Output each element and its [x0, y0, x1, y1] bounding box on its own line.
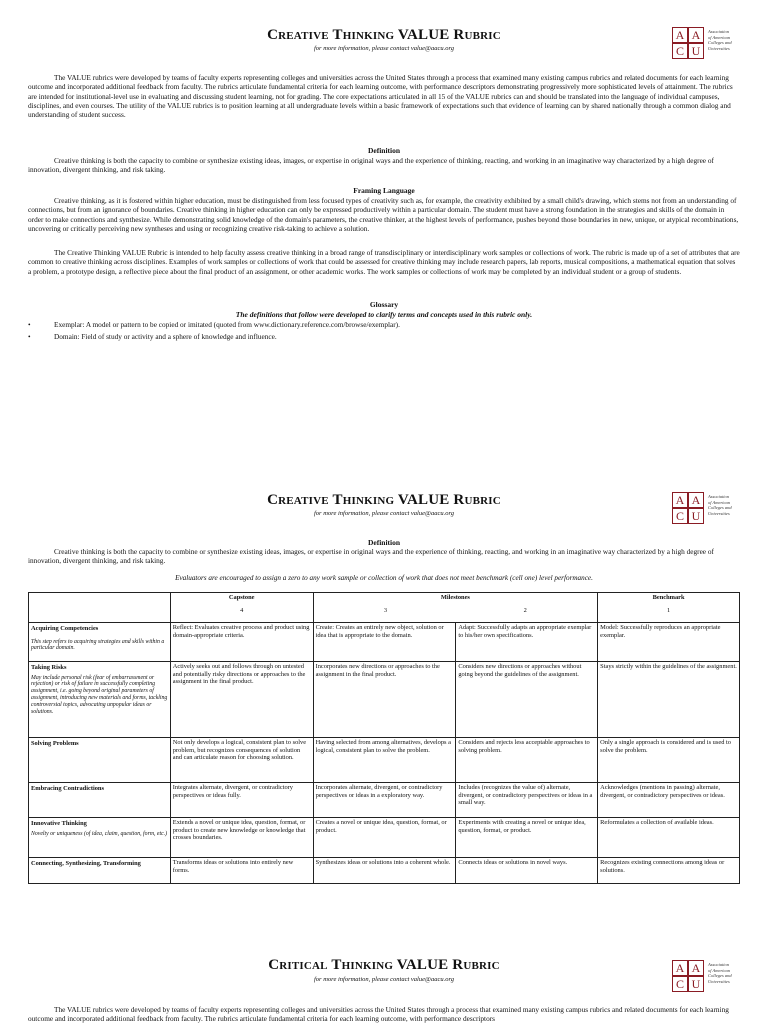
logo-text-line: Colleges and: [708, 40, 732, 45]
criterion-cell: [29, 623, 171, 662]
logo-text-line: Colleges and: [708, 505, 732, 510]
logo-letter: A: [672, 960, 688, 976]
logo-text-line: Association: [708, 962, 729, 967]
level-number: 4: [240, 606, 244, 614]
intro-paragraph: The VALUE rubrics were developed by teams of faculty experts representing colleges and universities across the United States through a process that examined many existing campus rubrics and related documents for each learning outcome and incorporated additional feedback from faculty. The rubrics articulate fundamental criteria for each learning outcome, with performance descriptors: [28, 1005, 729, 1024]
rubric-cell: Reflect: Evaluates creative process and product using domain-appropriate criteria.: [170, 623, 313, 662]
glossary-text: Exemplar: A model or pattern to be copied or imitated (quoted from www.dictionary.reference.com/browse/exemplar).: [54, 320, 400, 329]
rubric-cell: Incorporates alternate, divergent, or contradictory perspectives or ideas in a exploratory way.: [313, 783, 456, 818]
logo-letter: A: [688, 27, 704, 43]
aacu-logo: [672, 492, 744, 526]
rubric-cell: Synthesizes ideas or solutions into a coherent whole.: [313, 858, 456, 884]
criterion-name: Innovative Thinking: [31, 820, 87, 827]
capstone-header: [170, 593, 313, 623]
criterion-cell: [29, 738, 171, 783]
rubric-cell: Recognizes existing connections among ideas or solutions.: [598, 858, 740, 884]
logo-letter: A: [672, 492, 688, 508]
benchmark-label: Benchmark: [652, 594, 685, 601]
criterion-cell: [29, 662, 171, 738]
capstone-label: Capstone: [228, 594, 255, 601]
contact-line: for more information, please contact value@aacu.org: [314, 45, 454, 52]
definition-paragraph: Creative thinking is both the capacity to combine or synthesize existing ideas, images, or expertise in original ways and the experience of thinking, reacting, and working in an imaginative way characterized by a high degree of innovation, divergent thinking, and risk taking.: [28, 156, 714, 175]
page-title: Critical Thinking VALUE Rubric: [268, 957, 500, 973]
logo-letter: A: [688, 960, 704, 976]
logo-text-line: of American: [708, 499, 731, 505]
rubric-cell: Create: Creates an entirely new object, solution or idea that is appropriate to the domain.: [313, 623, 456, 662]
logo-letter: U: [688, 508, 704, 524]
rubric-cell: Considers new directions or approaches without going beyond the guidelines of the assignment.: [456, 662, 598, 738]
aacu-logo: [672, 960, 744, 994]
rubric-cell: Model: Successfully reproduces an appropriate exemplar.: [598, 623, 740, 662]
logo-text-line: of American: [708, 967, 731, 973]
bullet-icon: •: [28, 332, 31, 341]
level-number: 3: [383, 606, 388, 614]
level-number: 2: [523, 606, 527, 614]
rubric-cell: Stays strictly within the guidelines of the assignment.: [598, 662, 740, 738]
logo-letter: C: [672, 43, 688, 59]
logo-text-line: Universities: [708, 978, 730, 984]
criterion-name: Acquiring Competencies: [31, 625, 99, 632]
contact-line: for more information, please contact value@aacu.org: [314, 976, 454, 983]
logo-text: [708, 494, 744, 516]
rubric-cell: Not only develops a logical, consistent plan to solve problem, but recognizes consequences of solution and can articulate reason for choosing solution.: [170, 738, 313, 783]
page-title: Creative Thinking VALUE Rubric: [267, 27, 501, 43]
table-row: [29, 783, 740, 818]
logo-text: [708, 29, 744, 51]
level-number: 1: [666, 606, 671, 614]
table-row: [29, 623, 740, 662]
rubric-cell: Considers and rejects less acceptable approaches to solving problem.: [456, 738, 598, 783]
table-row: [29, 662, 740, 738]
rubric-cell: Only a single approach is considered and is used to solve the problem.: [598, 738, 740, 783]
criterion-desc: Novelty or uniqueness (of idea, claim, question, form, etc.): [31, 830, 168, 837]
definition-heading: Definition: [367, 538, 401, 547]
rubric-cell: Experiments with creating a novel or unique idea, question, format, or product.: [456, 818, 598, 858]
rubric-table: [28, 592, 740, 884]
bullet-icon: •: [28, 320, 31, 329]
framing-paragraph: The Creative Thinking VALUE Rubric is intended to help faculty assess creative thinking in a broad range of transdisciplinary or interdisciplinary work samples or collections of work. The rubric is made up of a set of attributes that are common to creative thinking across disciplines. Examples of work samples or collections of work that could be assessed for creative thinking may include research papers, lab reports, musical compositions, a mathematical equation that solves a problem, a prototype design, a reflective piece about the final product of an assignment, or other academic works. The work samples or collections of work may be completed by an individual student or a group of students.: [28, 248, 740, 276]
rubric-cell: Adapt: Successfully adapts an appropriate exemplar to his/her own specifications.: [456, 623, 598, 662]
table-row: [29, 858, 740, 884]
criterion-name: Embracing Contradictions: [31, 785, 104, 792]
framing-heading: Framing Language: [353, 186, 415, 195]
framing-paragraph: Creative thinking, as it is fostered within higher education, must be distinguished from less focused types of creativity such as, for example, the creativity exhibited by a small child's drawing, which stems not from an understanding of connections, but from an ignorance of boundaries. Creative thinking in higher education can only be expressed productively within a particular domain. The student must have a strong foundation in the strategies and skills of the domain in order to make connections and synthesize. While demonstrating solid knowledge of the domain's parameters, the creative thinker, at the highest levels of performance, pushes beyond those boundaries in new, unique, or atypical recombinations, uncovering or critically perceiving new syntheses and using or recognizing creative risk-taking to achieve a solution.: [28, 196, 739, 233]
rubric-cell: Connects ideas or solutions in novel ways.: [456, 858, 598, 884]
definition-heading: Definition: [367, 146, 401, 155]
criterion-cell: [29, 783, 171, 818]
glossary-heading: Glossary: [369, 300, 399, 309]
criterion-desc: May include personal risk (fear of embarrassment or rejection) or risk of failure in successfully completing assignment, i.e. going beyond original parameters of assignment, introducing new materials and forms, tackling controversial topics, advocating unpopular ideas or solutions.: [31, 674, 168, 715]
logo-text-line: of American: [708, 34, 731, 40]
contact-line: for more information, please contact value@aacu.org: [314, 510, 454, 517]
glossary-text: Domain: Field of study or activity and a sphere of knowledge and influence.: [54, 332, 277, 341]
glossary-note: The definitions that follow were developed to clarify terms and concepts used in this rubric only.: [235, 310, 533, 319]
logo-text-line: Universities: [708, 45, 730, 51]
benchmark-header: [598, 593, 740, 623]
intro-paragraph: The VALUE rubrics were developed by teams of faculty experts representing colleges and universities across the United States through a process that examined many existing campus rubrics and related documents for each learning outcome and incorporated additional feedback from faculty. The rubrics articulate fundamental criteria for each learning outcome, with performance descriptors demonstrating progressively more sophisticated levels of attainment. The rubrics are intended for institutional-level use in evaluating and discussing student learning, not for grading. The core expectations articulated in all 15 of the VALUE rubrics can and should be translated into the language of individual campuses, disciplines, and even courses. The utility of the VALUE rubrics is to position learning at all undergraduate levels within a basic framework of expectations such that evidence of learning can by shared nationally through a common dialog and understanding of student success.: [28, 73, 733, 120]
milestones-label: Milestones: [440, 594, 470, 601]
logo-text-line: Colleges and: [708, 973, 732, 978]
criterion-name: Solving Problems: [31, 740, 79, 747]
rubric-cell: Incorporates new directions or approaches to the assignment in the final product.: [313, 662, 456, 738]
criterion-cell: [29, 818, 171, 858]
milestones-header: [313, 593, 598, 623]
rubric-cell: Transforms ideas or solutions into entirely new forms.: [170, 858, 313, 884]
logo-letter: A: [672, 27, 688, 43]
criterion-cell: [29, 858, 171, 884]
logo-text-line: Universities: [708, 510, 730, 516]
aacu-logo: [672, 27, 744, 61]
rubric-cell: Extends a novel or unique idea, question, format, or product to create new knowledge or knowledge that crosses boundaries.: [170, 818, 313, 858]
logo-letter: U: [688, 43, 704, 59]
rubric-cell: Actively seeks out and follows through on untested and potentially risky directions or approaches to the assignment in the final product.: [170, 662, 313, 738]
criterion-desc: This step refers to acquiring strategies and skills within a particular domain.: [31, 638, 165, 652]
rubric-cell: Reformulates a collection of available ideas.: [598, 818, 740, 858]
table-corner-cell: [29, 593, 171, 623]
evaluator-note: Evaluators are encouraged to assign a zero to any work sample or collection of work that does not meet benchmark (cell one) level performance.: [175, 574, 593, 582]
logo-letter: A: [688, 492, 704, 508]
table-row: [29, 738, 740, 783]
rubric-cell: Includes (recognizes the value of) alternate, divergent, or contradictory perspectives or ideas in a small way.: [456, 783, 598, 818]
logo-letter: C: [672, 508, 688, 524]
rubric-cell: Integrates alternate, divergent, or contradictory perspectives or ideas fully.: [170, 783, 313, 818]
table-row: [29, 818, 740, 858]
logo-text: [708, 962, 744, 984]
logo-text-line: Association: [708, 29, 729, 34]
rubric-cell: Acknowledges (mentions in passing) alternate, divergent, or contradictory perspectives or ideas.: [598, 783, 740, 818]
logo-letter: U: [688, 976, 704, 992]
criterion-name: Connecting, Synthesizing, Transforming: [31, 860, 141, 867]
definition-paragraph: Creative thinking is both the capacity to combine or synthesize existing ideas, images, or expertise in original ways and the experience of thinking, reacting, and working in an imaginative way characterized by a high degree of innovation, divergent thinking, and risk taking.: [28, 547, 714, 566]
page-title: Creative Thinking VALUE Rubric: [267, 492, 501, 508]
rubric-cell: Having selected from among alternatives, develops a logical, consistent plan to solve the problem.: [313, 738, 456, 783]
rubric-cell: Creates a novel or unique idea, question, format, or product.: [313, 818, 456, 858]
logo-text-line: Association: [708, 494, 729, 499]
criterion-name: Taking Risks: [31, 664, 67, 671]
logo-letter: C: [672, 976, 688, 992]
